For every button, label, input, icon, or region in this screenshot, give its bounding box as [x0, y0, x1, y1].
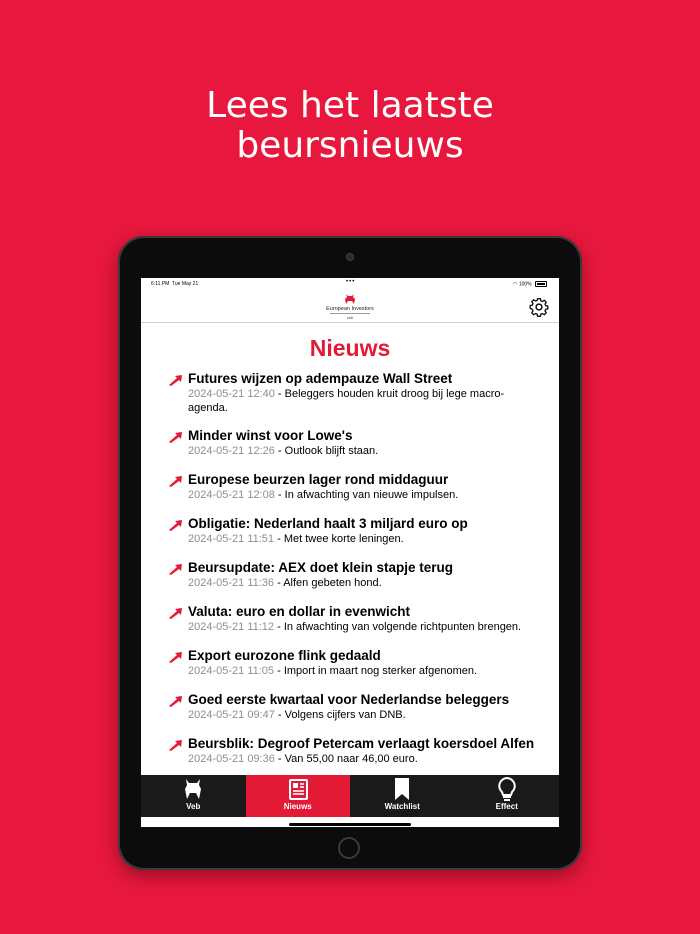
trend-arrow-icon [168, 563, 183, 575]
news-meta [188, 708, 548, 722]
news-date: 2024-05-21 12:40 [188, 388, 275, 400]
news-meta [188, 444, 548, 458]
news-title: Export eurozone flink gedaald [188, 648, 381, 663]
news-item[interactable] [168, 472, 548, 516]
trend-arrow-icon [168, 695, 183, 707]
app-screen [141, 278, 559, 827]
trend-arrow-icon [168, 431, 183, 443]
news-item[interactable] [168, 604, 548, 648]
news-summary: - Beleggers houden kruit droog bij lege macro- [274, 388, 505, 400]
trend-arrow-icon [168, 475, 183, 487]
news-date: 2024-05-21 11:36 [188, 577, 275, 589]
news-summary: - Alfen gebeten hond. [274, 577, 382, 589]
tablet-device-frame [118, 236, 582, 870]
trend-arrow-icon [168, 607, 183, 619]
tab-watchlist[interactable] [350, 775, 455, 817]
brand-name: European Investors [326, 306, 374, 312]
news-summary: - Met twee korte leningen. [274, 533, 404, 545]
news-summary: - Van 55,00 naar 46,00 euro. [274, 753, 418, 765]
tab-label: Watchlist [384, 802, 420, 811]
settings-gear-icon[interactable] [529, 297, 549, 317]
news-meta [188, 532, 548, 546]
status-time: 6:11 PM Tue May 21 [151, 281, 199, 287]
news-title: Goed eerste kwartaal voor Nederlandse beleggers [188, 692, 510, 707]
news-title: Obligatie: Nederland haalt 3 miljard euro op [188, 516, 468, 531]
trend-arrow-icon [168, 519, 183, 531]
bull-logo-icon [343, 293, 357, 305]
news-title: Europese beurzen lager rond middaguur [188, 472, 449, 487]
veb-logo[interactable] [316, 293, 384, 319]
news-date: 2024-05-21 11:51 [188, 533, 275, 545]
news-summary-cont: agenda. [188, 402, 228, 414]
app-header [141, 290, 559, 323]
news-title: Beursupdate: AEX doet klein stapje terug [188, 560, 454, 575]
bull-icon [182, 777, 204, 801]
news-date: 2024-05-21 11:05 [188, 665, 275, 677]
promo-headline-line1: Lees het laatste [206, 85, 494, 126]
page-title: Nieuws [309, 335, 391, 361]
news-item[interactable] [168, 516, 548, 560]
news-summary: - In afwachting van volgende richtpunten brengen. [274, 621, 522, 633]
brand-sub: veb [346, 315, 354, 320]
newspaper-icon [286, 777, 310, 801]
home-indicator [289, 823, 411, 826]
promo-headline-line2: beursnieuws [236, 125, 464, 166]
news-meta [188, 620, 548, 634]
multitask-dots: ••• [346, 279, 356, 285]
news-meta [188, 387, 548, 415]
news-title: Futures wijzen op adempauze Wall Street [188, 371, 453, 386]
news-title: Beursblik: Degroof Petercam verlaagt koersdoel Alfen [188, 736, 535, 751]
status-right [513, 281, 547, 287]
news-summary: - Outlook blijft staan. [274, 445, 379, 457]
news-date: 2024-05-21 09:36 [188, 753, 275, 765]
news-date: 2024-05-21 12:26 [188, 445, 275, 457]
news-meta [188, 576, 548, 590]
tab-veb[interactable] [141, 775, 246, 817]
tab-label: Veb [186, 802, 201, 811]
bookmark-icon [392, 777, 412, 801]
bottom-tab-bar [141, 775, 559, 817]
news-date: 2024-05-21 11:12 [188, 621, 275, 633]
news-summary: - Import in maart nog sterker afgenomen. [274, 665, 478, 677]
lightbulb-icon [497, 777, 517, 801]
trend-arrow-icon [168, 739, 183, 751]
tab-effect[interactable] [455, 775, 560, 817]
news-date: 2024-05-21 12:08 [188, 489, 275, 501]
promo-headline [0, 86, 700, 166]
news-summary: - Volgens cijfers van DNB. [274, 709, 406, 721]
news-meta [188, 664, 548, 678]
news-date: 2024-05-21 09:47 [188, 709, 275, 721]
wifi-icon: ◠ [513, 281, 518, 288]
logo-divider [330, 313, 370, 314]
tab-label: Nieuws [283, 802, 312, 811]
news-title: Valuta: euro en dollar in evenwicht [188, 604, 411, 619]
news-item[interactable] [168, 736, 548, 780]
news-title: Minder winst voor Lowe's [188, 428, 353, 443]
status-bar [141, 278, 559, 290]
news-item[interactable] [168, 692, 548, 736]
front-camera [347, 254, 353, 260]
battery-icon [535, 281, 547, 287]
trend-arrow-icon [168, 374, 183, 386]
news-item[interactable] [168, 371, 548, 428]
news-meta [188, 488, 548, 502]
tab-nieuws[interactable] [246, 775, 351, 817]
news-item[interactable] [168, 560, 548, 604]
news-item[interactable] [168, 648, 548, 692]
battery-percent: 100% [518, 281, 532, 288]
news-item[interactable] [168, 428, 548, 472]
home-button[interactable] [338, 837, 360, 859]
tab-label: Effect [495, 802, 518, 811]
news-list [168, 371, 548, 780]
news-meta [188, 752, 548, 766]
trend-arrow-icon [168, 651, 183, 663]
news-summary: - In afwachting van nieuwe impulsen. [274, 489, 459, 501]
